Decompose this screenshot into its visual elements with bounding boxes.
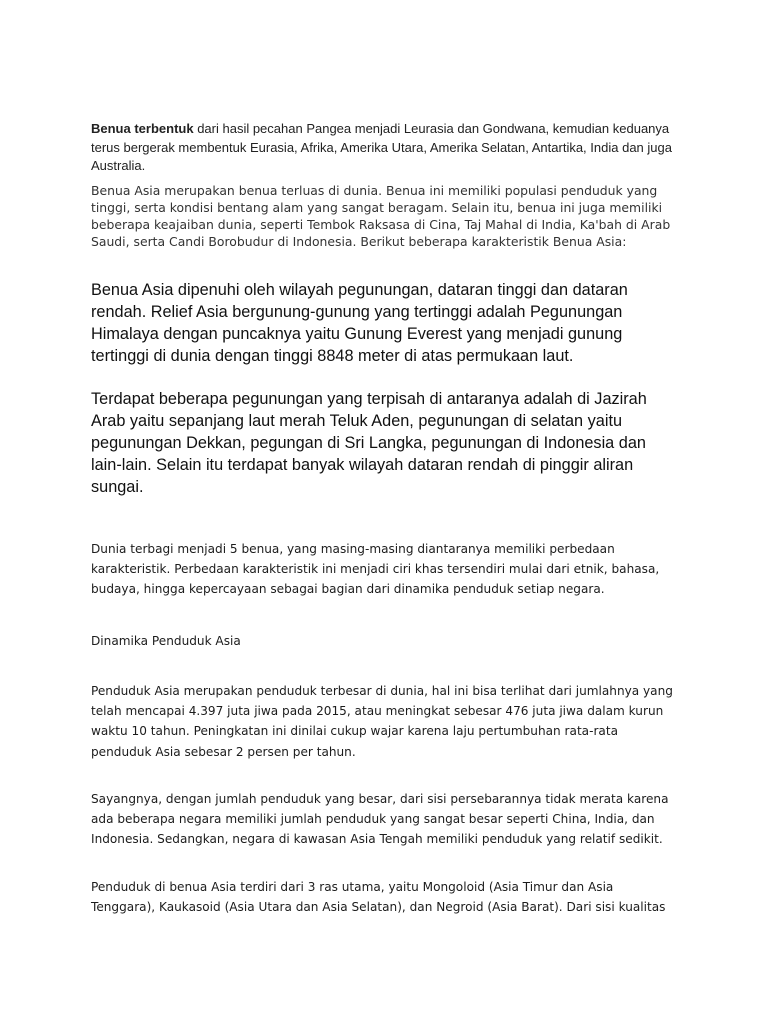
intro-bold-term: Benua terbentuk — [91, 121, 194, 136]
asia-relief-paragraph: Benua Asia dipenuhi oleh wilayah pegunungan, dataran tinggi dan dataran rendah. Relief Asia bergunung-gunung yang tertinggi adalah Pegunungan Himalaya dengan puncaknya yaitu Gunung Everest yang menjadi gunung tertinggi di dunia dengan tinggi 8848 meter di atas permukaan laut. — [91, 281, 628, 365]
asia-mountains-paragraph: Terdapat beberapa pegunungan yang terpisah di antaranya adalah di Jazirah Arab yaitu sepanjang laut merah Teluk Aden, pegunungan di selatan yaitu pegunungan Dekkan, pegungan di Sri Langka, pegunungan di Indonesia dan lain-lain. Selain itu terdapat banyak wilayah dataran rendah di pinggir aliran sungai. — [91, 390, 647, 496]
asia-overview-paragraph: Benua Asia merupakan benua terluas di dunia. Benua ini memiliki populasi penduduk yang tinggi, serta kondisi bentang alam yang sangat beragam. Selain itu, benua ini juga memiliki beberapa keajaiban dunia, seperti Tembok Raksasa di Cina, Taj Mahal di India, Ka'bah di Arab Saudi, serta Candi Borobudur di Indonesia. Berikut beberapa karakteristik Benua Asia: — [91, 183, 671, 249]
continents-paragraph: Dunia terbagi menjadi 5 benua, yang masing-masing diantaranya memiliki perbedaan karakteristik. Perbedaan karakteristik ini menjadi ciri khas tersendiri mulai dari etnik, bahasa, budaya, hingga kepercayaan sebagai bagian dari dinamika penduduk setiap negara. — [91, 542, 660, 597]
population-paragraph: Penduduk Asia merupakan penduduk terbesar di dunia, hal ini bisa terlihat dari jumlahnya yang telah mencapai 4.397 juta jiwa pada 2015, atau meningkat sebesar 476 juta jiwa dalam kurun waktu 10 tahun. Peningkatan ini dinilai cukup wajar karena laju pertumbuhan rata-rata penduduk Asia sebesar 2 persen per tahun. — [91, 684, 673, 759]
section-heading: Dinamika Penduduk Asia — [91, 634, 241, 648]
intro-paragraph — [91, 120, 681, 176]
races-paragraph: Penduduk di benua Asia terdiri dari 3 ras utama, yaitu Mongoloid (Asia Timur dan Asia Tenggara), Kaukasoid (Asia Utara dan Asia Selatan), dan Negroid (Asia Barat). Dari sisi kualitas — [91, 880, 666, 915]
intro-text: dari hasil pecahan Pangea menjadi Leurasia dan Gondwana, kemudian keduanya terus bergerak membentuk Eurasia, Afrika, Amerika Utara, Amerika Selatan, Antartika, India dan juga Australia. — [91, 121, 672, 173]
distribution-paragraph: Sayangnya, dengan jumlah penduduk yang besar, dari sisi persebarannya tidak merata karena ada beberapa negara memiliki jumlah penduduk yang sangat besar seperti China, India, dan Indonesia. Sedangkan, negara di kawasan Asia Tengah memiliki penduduk yang relatif sedikit. — [91, 792, 669, 847]
